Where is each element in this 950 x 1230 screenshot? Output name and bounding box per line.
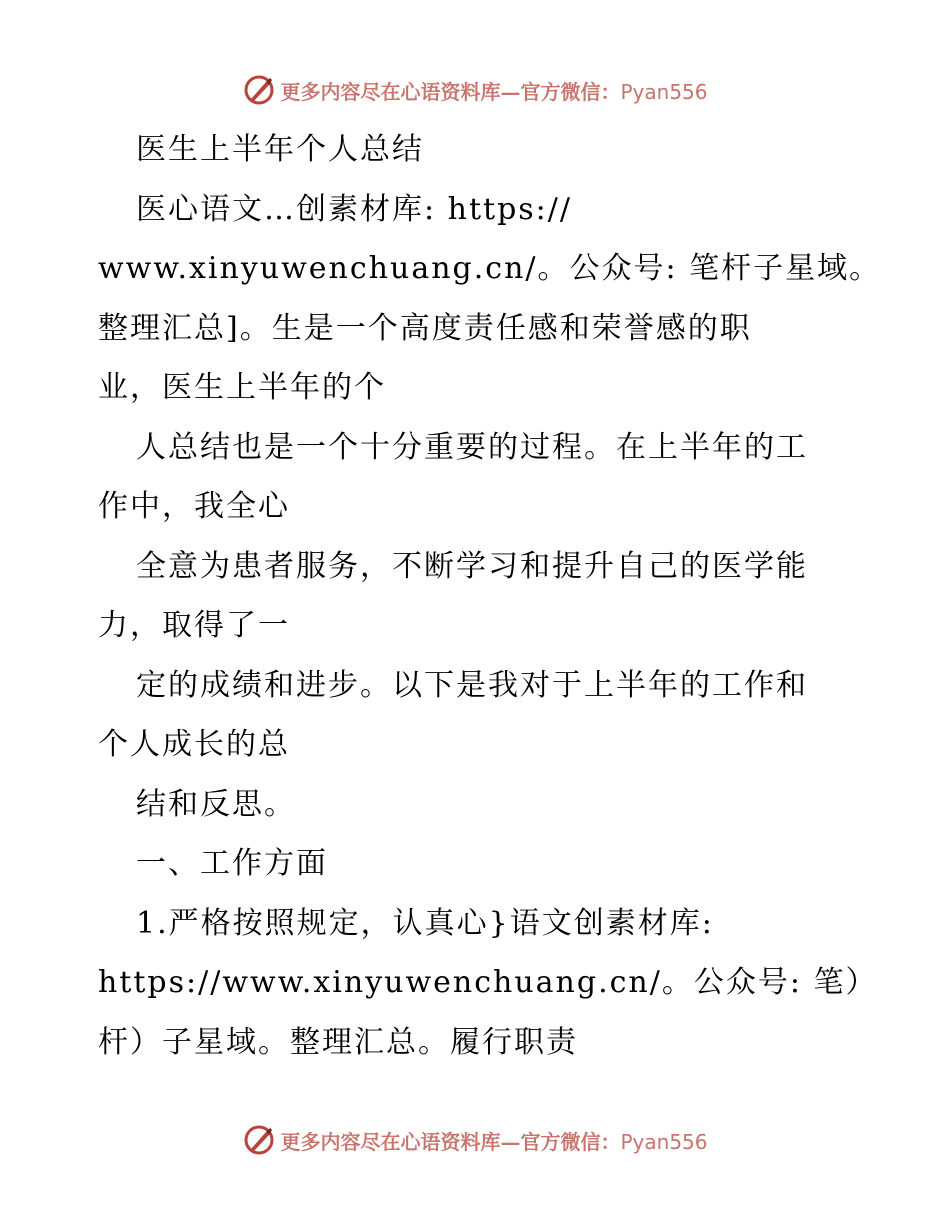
banner-text	[280, 1126, 707, 1155]
banner-dash: —	[500, 79, 521, 104]
text-line: https://www.xinyuwenchuang.cn/。公众号: 笔）	[98, 965, 878, 1000]
text-line: 业，医生上半年的个	[98, 370, 386, 405]
banner-dash: —	[500, 1129, 521, 1154]
banner-wechat-label: 官方微信：	[520, 1129, 621, 1154]
section-heading: 一、工作方面	[136, 846, 328, 881]
text-line: 定的成绩和进步。以下是我对于上半年的工作和	[136, 667, 808, 703]
text-line: 人总结也是一个十分重要的过程。在上半年的工	[136, 429, 808, 465]
text-line: 个人成长的总	[98, 727, 290, 762]
text-line: 作中，我全心	[98, 489, 290, 524]
text-line: www.xinyuwenchuang.cn/。公众号: 笔杆子星域。	[98, 251, 882, 286]
document-title: 医生上半年个人总结	[136, 132, 424, 167]
text-line: 力，取得了一	[98, 608, 290, 643]
document-body	[98, 120, 882, 1072]
banner-wechat-id: Pyan556	[620, 79, 708, 104]
banner-slogan: 更多内容尽在心语资料库	[280, 1129, 501, 1154]
text-line: 1.严格按照规定，认真心}语文创素材库:	[136, 905, 714, 941]
text-line: 整理汇总]。生是一个高度责任感和荣誉感的职	[98, 310, 752, 346]
text-line: 医心语文…创素材库: https://	[136, 191, 572, 227]
header-banner	[0, 70, 950, 110]
banner-text	[280, 76, 707, 105]
banner-wechat-label: 官方微信：	[520, 79, 621, 104]
text-line: 杆）子星域。整理汇总。履行职责	[98, 1024, 578, 1060]
banner-wechat-id: Pyan556	[620, 1129, 708, 1154]
banner-slogan: 更多内容尽在心语资料库	[280, 79, 501, 104]
pen-logo-icon	[242, 73, 276, 107]
footer-banner	[0, 1120, 950, 1160]
pen-logo-icon	[242, 1123, 276, 1157]
text-line: 全意为患者服务，不断学习和提升自己的医学能	[136, 548, 808, 584]
text-line: 结和反思。	[136, 786, 296, 822]
